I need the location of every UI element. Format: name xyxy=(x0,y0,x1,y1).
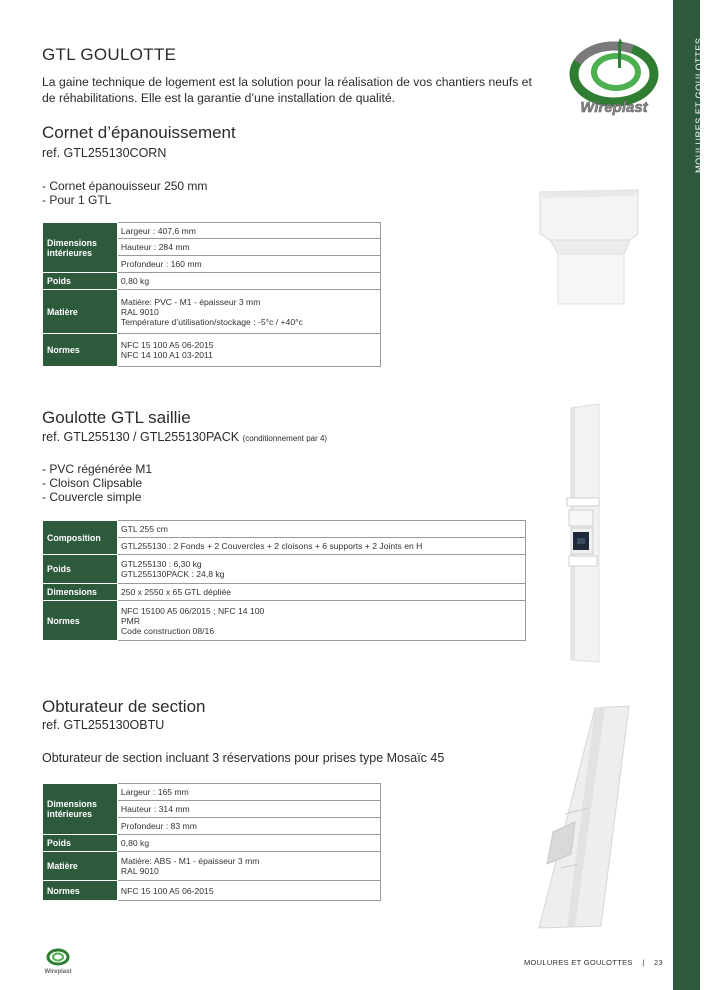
bullet-item: - Cornet épanouisseur 250 mm xyxy=(42,179,208,193)
bullet-item: - Couvercle simple xyxy=(42,490,142,504)
table-header-normes: Normes xyxy=(43,881,118,901)
logo-text: Wireplast xyxy=(580,99,648,116)
ref-note: (conditionnement par 4) xyxy=(242,434,328,443)
section-ref-cornet: ref. GTL255130CORN xyxy=(42,146,167,160)
table-cell: 0,80 kg xyxy=(117,273,380,290)
table-cell: Profondeur : 83 mm xyxy=(117,818,380,835)
table-cell: Matière: ABS - M1 - épaisseur 3 mm RAL 9010 xyxy=(117,852,380,881)
footer-section-label: MOULURES ET GOULOTTES xyxy=(524,958,633,967)
footer-logo-icon xyxy=(42,946,74,976)
page-title: GTL GOULOTTE xyxy=(42,45,177,64)
table-cell: NFC 15 100 A5 06-2015 NFC 14 100 A1 03-2011 xyxy=(117,334,380,367)
table-cell: NFC 15100 A5 06/2015 ; NFC 14 100 PMR Code construction 08/16 xyxy=(117,601,525,641)
table-cell: 250 x 2550 x 65 GTL dépliée xyxy=(117,584,525,601)
table-header-poids: Poids xyxy=(43,835,118,852)
table-header-normes: Normes xyxy=(43,334,118,367)
section-ref-obturateur: ref. GTL255130OBTU xyxy=(42,718,165,732)
goulotte-product-image xyxy=(555,402,605,664)
table-header-composition: Composition xyxy=(43,521,118,555)
side-band-label: MOULURES ET GOULOTTES xyxy=(693,37,704,173)
bullet-item: - Pour 1 GTL xyxy=(42,193,112,207)
cornet-product-image xyxy=(538,188,642,306)
table-header-matiere: Matière xyxy=(43,852,118,881)
description-obturateur: Obturateur de section incluant 3 réservations pour prises type Mosaïc 45 xyxy=(42,751,445,765)
spec-table-goulotte xyxy=(42,520,526,641)
table-header-dimensions: Dimensions xyxy=(43,584,118,601)
spec-table-cornet xyxy=(42,222,381,367)
bullets-cornet xyxy=(42,179,207,207)
bullet-item: - PVC régénérée M1 xyxy=(42,462,153,476)
table-cell: Profondeur : 160 mm xyxy=(117,256,380,273)
bullets-goulotte xyxy=(42,462,152,504)
footer-separator: | xyxy=(642,958,645,967)
spec-table-obturateur xyxy=(42,783,381,901)
table-cell: Matière: PVC - M1 - épaisseur 3 mm RAL 9010 Température d’utilisation/stockage : -5°c / +40°c xyxy=(117,290,380,334)
table-header-dimensions: Dimensions intérieures xyxy=(43,223,118,273)
table-cell: Hauteur : 284 mm xyxy=(117,239,380,256)
table-header-normes: Normes xyxy=(43,601,118,641)
table-header-dimensions: Dimensions intérieures xyxy=(43,784,118,835)
obturateur-product-image xyxy=(535,704,635,930)
side-band xyxy=(673,0,704,990)
section-title-cornet: Cornet d’épanouissement xyxy=(42,123,236,142)
footer-page-info xyxy=(524,958,663,967)
table-cell: NFC 15 100 A5 06-2015 xyxy=(117,881,380,901)
table-cell: 0,80 kg xyxy=(117,835,380,852)
section-title-obturateur: Obturateur de section xyxy=(42,697,206,716)
wireplast-logo-icon xyxy=(560,36,668,126)
table-header-poids: Poids xyxy=(43,555,118,584)
table-header-matiere: Matière xyxy=(43,290,118,334)
table-cell: Largeur : 407,6 mm xyxy=(117,223,380,239)
table-cell: GTL255130 : 6,30 kg GTL255130PACK : 24,8 kg xyxy=(117,555,525,584)
table-header-poids: Poids xyxy=(43,273,118,290)
page-number: 23 xyxy=(654,958,663,967)
table-cell: GTL 255 cm xyxy=(117,521,525,538)
section-title-goulotte: Goulotte GTL saillie xyxy=(42,408,191,427)
intro-paragraph: La gaine technique de logement est la solution pour la réalisation de vos chantiers neufs et de réhabilitations. Elle est la garantie d’une installation de qualité. xyxy=(42,75,532,105)
section-ref-goulotte: ref. GTL255130 / GTL255130PACK (conditionnement par 4) xyxy=(42,430,328,444)
footer-logo-text: Wireplast xyxy=(44,969,72,975)
table-cell: Hauteur : 314 mm xyxy=(117,801,380,818)
table-cell: Largeur : 165 mm xyxy=(117,784,380,801)
bullet-item: - Cloison Clipsable xyxy=(42,476,143,490)
table-cell: GTL255130 : 2 Fonds + 2 Couvercles + 2 cloisons + 6 supports + 2 Joints en H xyxy=(117,538,525,555)
